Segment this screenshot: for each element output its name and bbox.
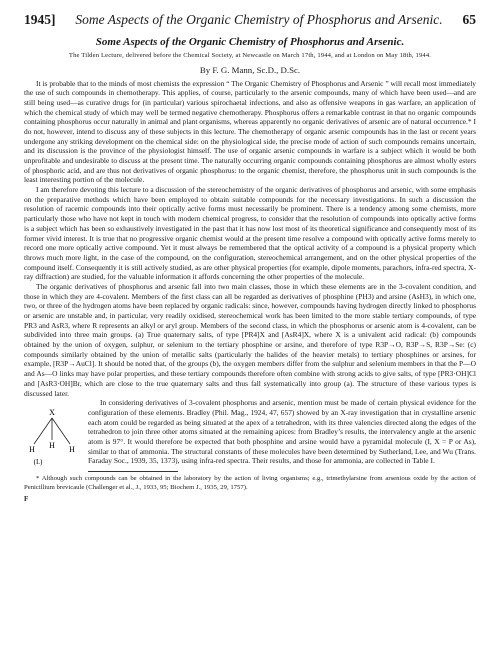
hydrogen-label-right: H xyxy=(69,445,75,455)
central-atom-label: X xyxy=(49,408,55,418)
body-paragraph-2: I am therefore devoting this lecture to a discussion of the stereochemistry of the organic derivatives of phosphorus and arsenic, with some emphasis on the preparative methods which have been employed to obtain suitable compounds for the necessary investigations. In such a discussion the resolution of racemic compounds into their optically active forms must necessarily be prominent. There is a tendency among some chemists, more particularly those who have not kept in touch with modern chemical progress, to consider that the resolution of compounds into optically active forms is a subject which has been so exhaustively investigated in the past that it has now lost most of its theoretical significance and consequently most of its former vivid interest. It is true that no progressive organic chemist would at the present time resolve a compound with optically active forms merely to record one more optically active compound. Yet it must always be remembered that the optical activity of a compound is a physical property which throws much more light, in the case of the compound, on the configuration, stereochemical arrangement, and on the other physical properties of the compound itself. Consequently it is still actively studied, as are other physical properties (for example, dipole moments, parachors, infra-red spectra, X-ray diffraction) are studied, for the valuable information it affords concerning the other properties of the molecule. xyxy=(24,185,476,282)
article-author: By F. G. Mann, Sc.D., D.Sc. xyxy=(199,64,301,75)
pyramidal-molecule-figure xyxy=(24,400,80,474)
article-byline: The Tilden Lecture, delivered before the Chemical Society, at Newcastle on March 17th, 1944, and at London on May 18th, 1944. xyxy=(68,52,432,59)
year-bracket: 1945] xyxy=(24,12,56,27)
body-paragraph-3: The organic derivatives of phosphorus and arsenic fall into two main classes, those in which these elements are in the 3-covalent condition, and those in which they are 4-covalent. Members of the first class can all be regarded as derivatives of phosphine (PH3) and arsine (AsH3), in which one, two, or three of the hydrogen atoms have been replaced by organic radicals: since, however, compounds having hydrogen directly linked to phosphorus or arsenic are unstable and, in particular, very readily oxidised, stereochemical work has been limited to the more stable tertiary compounds, of type PR3 and AsR3, where R represents an alkyl or aryl group. Members of the second class, in which the phosphorus or arsenic atom is 4-covalent, can be subdivided into three main groups. (a) True quaternary salts, of type [PR4]X and [AsR4]X, where X is a univalent acid radical: (b) compounds obtained by the union of oxygen, sulphur, or selenium to the tertiary phosphine or arsine, and therefore of type R3P→O, R3P→S, R3P→Se: (c) compounds similarly obtained by the union of metallic salts (particularly the halides of the heavier metals) to tertiary phosphines or arsines, for example, [R3P→AuCl]. It should be noted that, of the groups (b), the oxygen members differ from the sulphur and selenium members in that the P—O and As—O links may have polar properties, and these tertiary compounds therefore often combine with strong acids to give salts, of type [PR3·OH]Cl and [AsR3·OH]Br, which are close to the true quaternary salts and thus fall systematically into group (a). The structure of these various types is discussed later. xyxy=(24,281,476,398)
figure-caption: (I.) xyxy=(33,458,43,467)
body-paragraph-1: It is probable that to the minds of most chemists the expression “ The Organic Chemistry of Phosphorus and Arsenic ” will recall most immediately the use of such compounds in chemotherapy. This applies, of course, particularly to the arsenic compounds, many of which have been used—and are still being used—as curative drugs for (in particular) various spirochaetal infections, and also as offensive weapons in gas warfare, an application of which the chemical study of which may well be termed negative chemotherapy. Phosphorus offers a remarkable contrast in that no organic compounds containing phosphorus occur naturally in animal and plant organisms, whereas apparently no organic derivatives of arsenic are of natural occurrence.* I do not, however, intend to discuss any of these subjects in this lecture. The chemotherapy of organic arsenic compounds has in the last or recent years undergone any striking development on the chemical side: on the physiological side, the precise mode of action of such compounds remains uncertain, and its discussion is the province of the physiologist himself. The use of organic arsenic compounds in warfare is a subject which it would be both unprofitable and undesirable to discuss at the present time. The naturally occurring organic compounds containing phosphorus are almost wholly esters of phosphoric acid, and are thus not derivatives of organic phosphorus: to the organic chemist, therefore, the phosphorus unit in such compounds is the least interesting portion of the molecule. xyxy=(24,78,476,185)
figure-paragraph-block xyxy=(24,398,476,466)
footnote: * Although such compounds can be obtained in the laboratory by the action of living organisms; e.g., trimethylarsine from arsenious oxide by the action of Penicillium brevicaule (Challenger et al., J., 1933, 95; Biochem J., 1935, 29, 1757). xyxy=(24,475,476,491)
hydrogen-label-left: H xyxy=(29,445,35,455)
signature-mark: F xyxy=(24,495,29,504)
body-paragraph-4: In considering derivatives of 3-covalent phosphorus and arsenic, mention must be made of certain physical evidence for the configuration of these elements. Bradley (Phil. Mag., 1924, 47, 657) showed by an X-ray investigation that in crystalline arsenic each atom could be regarded as being situated at the apex of a tetrahedron, with its three valencies directed along the edges of the tetrahedron to join three other atoms situated at the remaining apices: from Bradley’s results, the intervalency angle at the arsenic atom is 97°. It would therefore be expected that both phosphine and arsine would have a pyramidal molecule (I, X = P or As), similar to that of ammonia. The structural constants of these molecules have been determined by Sutherland, Lee, and Wu (Trans. Faraday Soc., 1939, 35, 1373), using infra-red spectra. Their results, and those for ammonia, are collected in Table I. xyxy=(88,398,476,466)
hydrogen-label-middle: H xyxy=(49,441,55,451)
running-header xyxy=(24,12,476,28)
footnote-divider xyxy=(88,471,178,472)
running-title: Some Aspects of the Organic Chemistry of Phosphorus and Arsenic. xyxy=(75,12,443,27)
article-title: Some Aspects of the Organic Chemistry of Phosphorus and Arsenic. xyxy=(95,36,405,48)
pyramidal-molecule-diagram xyxy=(24,400,80,474)
article-body xyxy=(24,79,476,467)
page-number: 65 xyxy=(462,12,476,27)
